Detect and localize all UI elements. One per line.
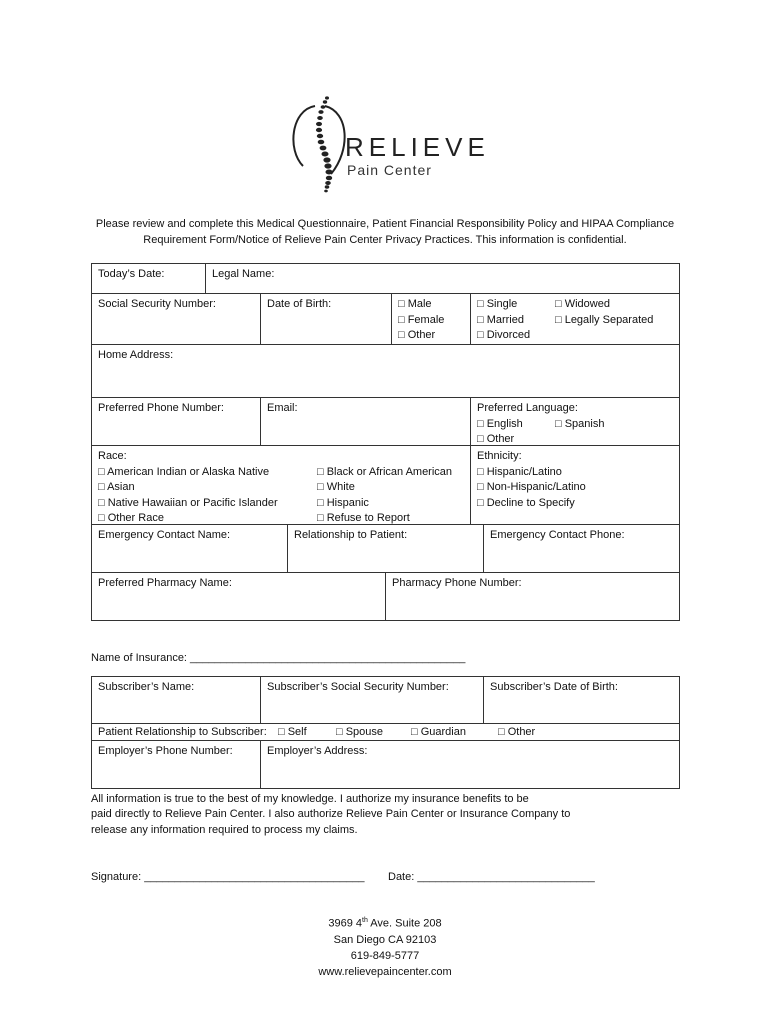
marital-separated-checkbox[interactable]: □ Legally Separated [555, 313, 654, 326]
marital-single-checkbox[interactable]: □ Single [477, 298, 518, 310]
signature-line[interactable]: Signature: ____________________________________ [91, 871, 365, 883]
logo-subtitle: Pain Center [347, 162, 432, 178]
language-other-checkbox[interactable]: □ Other [477, 433, 515, 445]
employer-phone-field[interactable] [91, 740, 261, 789]
relieve-logo [285, 92, 490, 196]
dob-label: Date of Birth: [267, 298, 332, 310]
gender-female-checkbox[interactable]: □ Female [398, 313, 445, 326]
emergency-phone-field[interactable] [483, 524, 680, 573]
phone-field[interactable] [91, 397, 261, 446]
race-asian-checkbox[interactable]: □ Asian [98, 481, 135, 493]
race-label: Race: [98, 450, 127, 462]
email-label: Email: [267, 402, 298, 414]
subscriber-name-label: Subscriber’s Name: [98, 681, 195, 693]
subscriber-name-field[interactable] [91, 676, 261, 724]
pharmacy-name-label: Preferred Pharmacy Name: [98, 577, 232, 589]
marital-married-checkbox[interactable]: □ Married [477, 313, 524, 326]
home-address-label: Home Address: [98, 349, 174, 361]
phone-label: Preferred Phone Number: [98, 402, 224, 414]
subscriber-relationship-label: Patient Relationship to Subscriber: [98, 726, 267, 738]
ethnicity-decline-checkbox[interactable]: □ Decline to Specify [477, 496, 575, 509]
marital-widowed-checkbox[interactable]: □ Widowed [555, 298, 610, 310]
race-native-hawaiian-checkbox[interactable]: □ Native Hawaiian or Pacific Islander [98, 496, 278, 509]
relationship-other-checkbox[interactable]: □ Other [498, 726, 536, 738]
footer-address: 3969 4th Ave. Suite 208 [328, 917, 442, 930]
employer-address-field[interactable] [260, 740, 680, 789]
race-other-checkbox[interactable]: □ Other Race [98, 512, 164, 524]
authorization-line-3: release any information required to process my claims. [91, 824, 358, 836]
race-black-checkbox[interactable]: □ Black or African American [317, 465, 453, 478]
email-field[interactable] [260, 397, 471, 446]
intro-text: Please review and complete this Medical Questionnaire, Patient Financial Responsibility Policy and HIPAA Compliance Requirement Form/Notice of Relieve Pain Center Privacy Practices. This information is confidential. [95, 218, 675, 246]
emergency-name-field[interactable] [91, 524, 288, 573]
race-refuse-checkbox[interactable]: □ Refuse to Report [317, 512, 410, 524]
authorization-line-1: All information is true to the best of my knowledge. I authorize my insurance benefits to be [91, 793, 529, 805]
language-spanish-checkbox[interactable]: □ Spanish [555, 417, 605, 430]
subscriber-ssn-field[interactable] [260, 676, 484, 724]
gender-male-checkbox[interactable]: □ Male [398, 298, 432, 310]
subscriber-dob-field[interactable] [483, 676, 680, 724]
footer-city: San Diego CA 92103 [333, 933, 437, 946]
footer-phone: 619-849-5777 [350, 949, 420, 962]
logo-wordmark: RELIEVE [345, 132, 490, 162]
todays-date-field[interactable] [91, 263, 206, 294]
signature-date-line[interactable]: Date: _____________________________ [388, 871, 595, 883]
language-english-checkbox[interactable]: □ English [477, 417, 523, 430]
subscriber-dob-label: Subscriber’s Date of Birth: [490, 681, 618, 693]
home-address-field[interactable] [91, 344, 680, 398]
race-white-checkbox[interactable]: □ White [317, 481, 355, 493]
employer-address-label: Employer’s Address: [267, 745, 368, 757]
pharmacy-phone-label: Pharmacy Phone Number: [392, 577, 522, 589]
relationship-guardian-checkbox[interactable]: □ Guardian [411, 726, 466, 738]
race-american-indian-checkbox[interactable]: □ American Indian or Alaska Native [98, 465, 270, 478]
language-label: Preferred Language: [477, 402, 578, 414]
emergency-phone-label: Emergency Contact Phone: [490, 529, 625, 541]
emergency-name-label: Emergency Contact Name: [98, 529, 231, 541]
legal-name-label: Legal Name: [212, 268, 275, 280]
race-group [91, 445, 471, 525]
relationship-spouse-checkbox[interactable]: □ Spouse [336, 726, 384, 738]
gender-group [391, 293, 471, 345]
authorization-line-2: paid directly to Relieve Pain Center. I also authorize Relieve Pain Center or Insurance Company to [91, 808, 571, 820]
ethnicity-group [470, 445, 680, 525]
ethnicity-label: Ethnicity: [477, 450, 522, 462]
ethnicity-non-hispanic-checkbox[interactable]: □ Non-Hispanic/Latino [477, 481, 586, 493]
language-group [470, 397, 680, 446]
footer-website: www.relievepaincenter.com [318, 965, 452, 978]
marital-status-group [470, 293, 680, 345]
ssn-field[interactable] [91, 293, 261, 345]
ssn-label: Social Security Number: [98, 298, 216, 310]
relationship-field[interactable] [287, 524, 484, 573]
relationship-self-checkbox[interactable]: □ Self [278, 726, 307, 738]
ethnicity-hispanic-checkbox[interactable]: □ Hispanic/Latino [477, 465, 562, 478]
pharmacy-phone-field[interactable] [385, 572, 680, 621]
todays-date-label: Today’s Date: [98, 268, 165, 280]
subscriber-relationship-row [91, 723, 680, 741]
subscriber-ssn-label: Subscriber’s Social Security Number: [267, 681, 449, 693]
race-hispanic-checkbox[interactable]: □ Hispanic [317, 496, 369, 509]
gender-other-checkbox[interactable]: □ Other [398, 329, 436, 341]
pharmacy-name-field[interactable] [91, 572, 386, 621]
legal-name-field[interactable] [205, 263, 680, 294]
employer-phone-label: Employer’s Phone Number: [98, 745, 233, 757]
footer-contact [235, 913, 535, 980]
relationship-label: Relationship to Patient: [294, 529, 408, 541]
dob-field[interactable] [260, 293, 392, 345]
marital-divorced-checkbox[interactable]: □ Divorced [477, 329, 531, 341]
insurance-name-line[interactable]: Name of Insurance: _____________________________________________ [91, 652, 466, 664]
